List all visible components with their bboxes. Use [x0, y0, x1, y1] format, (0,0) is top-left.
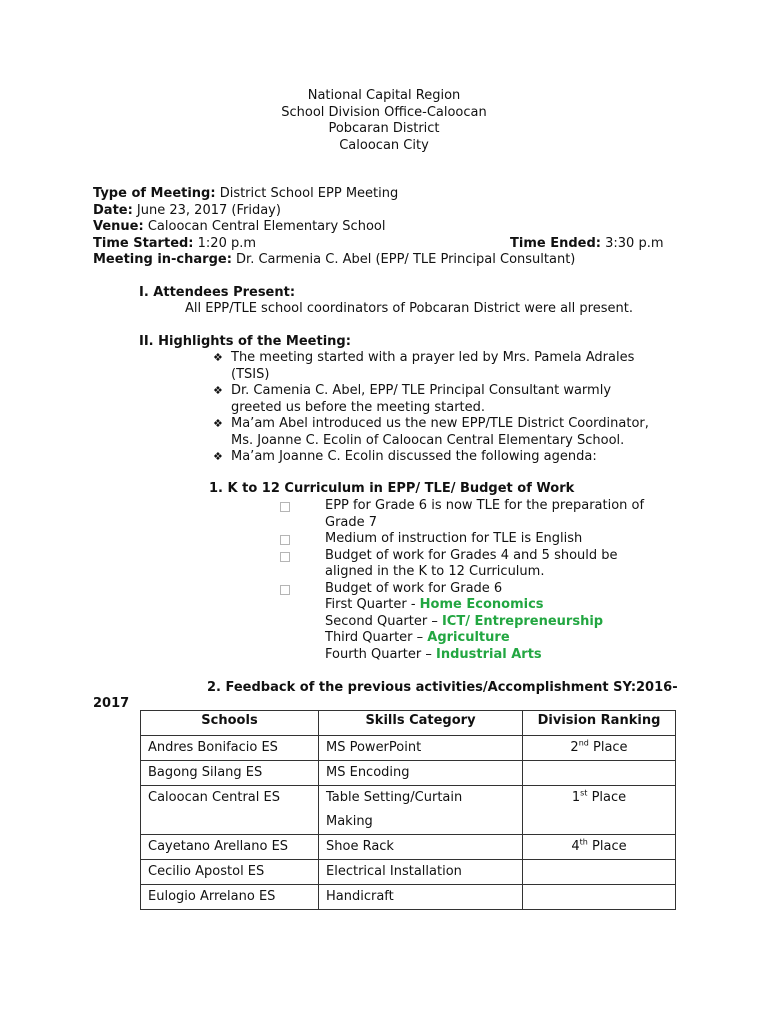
time-ended — [510, 236, 664, 253]
ranking-cell — [523, 736, 676, 761]
agenda-2-year: 2017 — [93, 696, 130, 711]
table-row — [141, 786, 676, 835]
rank-number: 4 — [571, 839, 580, 854]
rank-text: Place — [587, 839, 627, 854]
table-row — [141, 835, 676, 860]
diamond-bullet-icon: ❖ — [213, 384, 223, 397]
square-bullet-icon — [280, 552, 290, 562]
meeting-venue-value: Caloocan Central Elementary School — [143, 219, 386, 234]
item-text: Medium of instruction for TLE is English — [325, 531, 583, 546]
square-bullet-icon — [280, 535, 290, 545]
column-header-schools: Schools — [141, 711, 319, 736]
school-cell: Cayetano Arellano ES — [141, 835, 319, 860]
bullet-text: The meeting started with a prayer led by Mrs. Pamela Adrales (TSIS) — [231, 350, 635, 382]
meeting-venue-label: Venue: — [93, 219, 144, 234]
category-line-1: Table Setting/Curtain — [326, 790, 463, 805]
meeting-details — [93, 186, 663, 269]
quarter-subject: ICT/ Entrepreneurship — [441, 613, 604, 629]
list-item — [280, 581, 660, 598]
diamond-bullet-icon: ❖ — [213, 351, 223, 364]
meeting-type-row — [93, 186, 663, 203]
bullet-text: Ma’am Joanne C. Ecolin discussed the following agenda: — [231, 449, 597, 464]
meeting-incharge-row — [93, 252, 663, 269]
quarter-subject: Agriculture — [427, 630, 510, 645]
category-line-2: Making — [326, 814, 373, 829]
list-item — [213, 350, 653, 383]
table-row — [141, 761, 676, 786]
ranking-table — [140, 710, 676, 910]
ranking-cell — [523, 835, 676, 860]
quarter-row — [280, 630, 660, 647]
category-cell: Handicraft — [319, 885, 523, 910]
header-city: Caloocan City — [339, 137, 429, 153]
category-cell: MS Encoding — [319, 761, 523, 786]
list-item — [213, 383, 653, 416]
ranking-cell — [523, 761, 676, 786]
list-item — [280, 531, 660, 548]
document-header — [0, 88, 768, 154]
header-region: National Capital Region — [307, 88, 461, 103]
category-cell: Shoe Rack — [319, 835, 523, 860]
quarter-row — [280, 647, 660, 664]
header-district: Pobcaran District — [328, 121, 440, 136]
ranking-cell — [523, 885, 676, 910]
item-text: EPP for Grade 6 is now TLE for the preparation of Grade 7 — [325, 498, 645, 530]
ranking-cell — [523, 786, 676, 835]
school-cell: Bagong Silang ES — [141, 761, 319, 786]
meeting-venue-row — [93, 219, 663, 236]
list-item — [280, 548, 660, 581]
square-bullet-icon — [280, 585, 290, 595]
agenda-1-items — [280, 498, 660, 663]
bullet-text: Ma’am Abel introduced us the new EPP/TLE District Coordinator, Ms. Joanne C. Ecolin of Caloocan Central Elementary School. — [231, 416, 649, 448]
item-text: Budget of work for Grade 6 — [325, 580, 503, 596]
list-item — [280, 498, 660, 531]
meeting-date-row — [93, 203, 663, 220]
category-cell — [319, 786, 523, 835]
header-division: School Division Office-Caloocan — [281, 104, 487, 120]
rank-suffix: th — [579, 837, 588, 847]
bullet-text: Dr. Camenia C. Abel, EPP/ TLE Principal Consultant warmly greeted us before the meeting started. — [231, 383, 612, 415]
meeting-date-value: June 23, 2017 (Friday) — [132, 202, 281, 218]
quarter-row — [280, 614, 660, 631]
square-bullet-icon — [280, 502, 290, 512]
school-cell: Eulogio Arrelano ES — [141, 885, 319, 910]
meeting-date-label: Date: — [93, 202, 133, 218]
quarter-label: First Quarter - — [325, 597, 420, 612]
table-row — [141, 736, 676, 761]
agenda-1-title: 1. K to 12 Curriculum in EPP/ TLE/ Budget of Work — [209, 481, 575, 496]
rank-text: Place — [588, 740, 628, 755]
school-cell: Andres Bonifacio ES — [141, 736, 319, 761]
attendees-title: I. Attendees Present: — [139, 285, 296, 300]
highlights-title: II. Highlights of the Meeting: — [139, 334, 351, 349]
list-item — [213, 449, 653, 466]
meeting-incharge-value: Dr. Carmenia C. Abel (EPP/ TLE Principal Consultant) — [231, 252, 576, 267]
table-row — [141, 860, 676, 885]
column-header-category: Skills Category — [319, 711, 523, 736]
time-started-label: Time Started: — [93, 235, 194, 251]
diamond-bullet-icon: ❖ — [213, 450, 223, 463]
quarter-label: Fourth Quarter – — [325, 646, 437, 662]
column-header-ranking: Division Ranking — [523, 711, 676, 736]
quarter-label: Second Quarter – — [325, 613, 442, 629]
rank-number: 1 — [571, 790, 581, 805]
category-cell: MS PowerPoint — [319, 736, 523, 761]
rank-text: Place — [587, 790, 627, 805]
quarter-label: Third Quarter – — [325, 630, 428, 645]
time-started-value: 1:20 p.m — [193, 235, 257, 251]
attendees-text: All EPP/TLE school coordinators of Pobcaran District were all present. — [185, 301, 633, 316]
school-cell: Caloocan Central ES — [141, 786, 319, 835]
table-header-row — [141, 711, 676, 736]
diamond-bullet-icon: ❖ — [213, 417, 223, 430]
meeting-incharge-label: Meeting in-charge: — [93, 252, 232, 267]
item-text: Budget of work for Grades 4 and 5 should be aligned in the K to 12 Curriculum. — [325, 547, 618, 579]
quarter-row — [280, 597, 660, 614]
time-ended-value: 3:30 p.m — [600, 235, 664, 251]
list-item — [213, 416, 653, 449]
quarter-subject: Industrial Arts — [436, 646, 542, 662]
agenda-2-title: 2. Feedback of the previous activities/Accomplishment SY:2016- — [207, 680, 678, 695]
category-cell: Electrical Installation — [319, 860, 523, 885]
ranking-cell — [523, 860, 676, 885]
rank-suffix: st — [580, 788, 588, 798]
rank-number: 2 — [570, 740, 579, 755]
table-row — [141, 885, 676, 910]
meeting-type-label: Type of Meeting: — [93, 186, 216, 201]
meeting-type-value: District School EPP Meeting — [215, 186, 399, 201]
time-ended-label: Time Ended: — [510, 235, 601, 251]
highlights-bullets — [213, 350, 653, 466]
quarter-subject: Home Economics — [419, 597, 544, 612]
meeting-time-row — [93, 236, 663, 253]
rank-suffix: nd — [578, 738, 589, 748]
school-cell: Cecilio Apostol ES — [141, 860, 319, 885]
